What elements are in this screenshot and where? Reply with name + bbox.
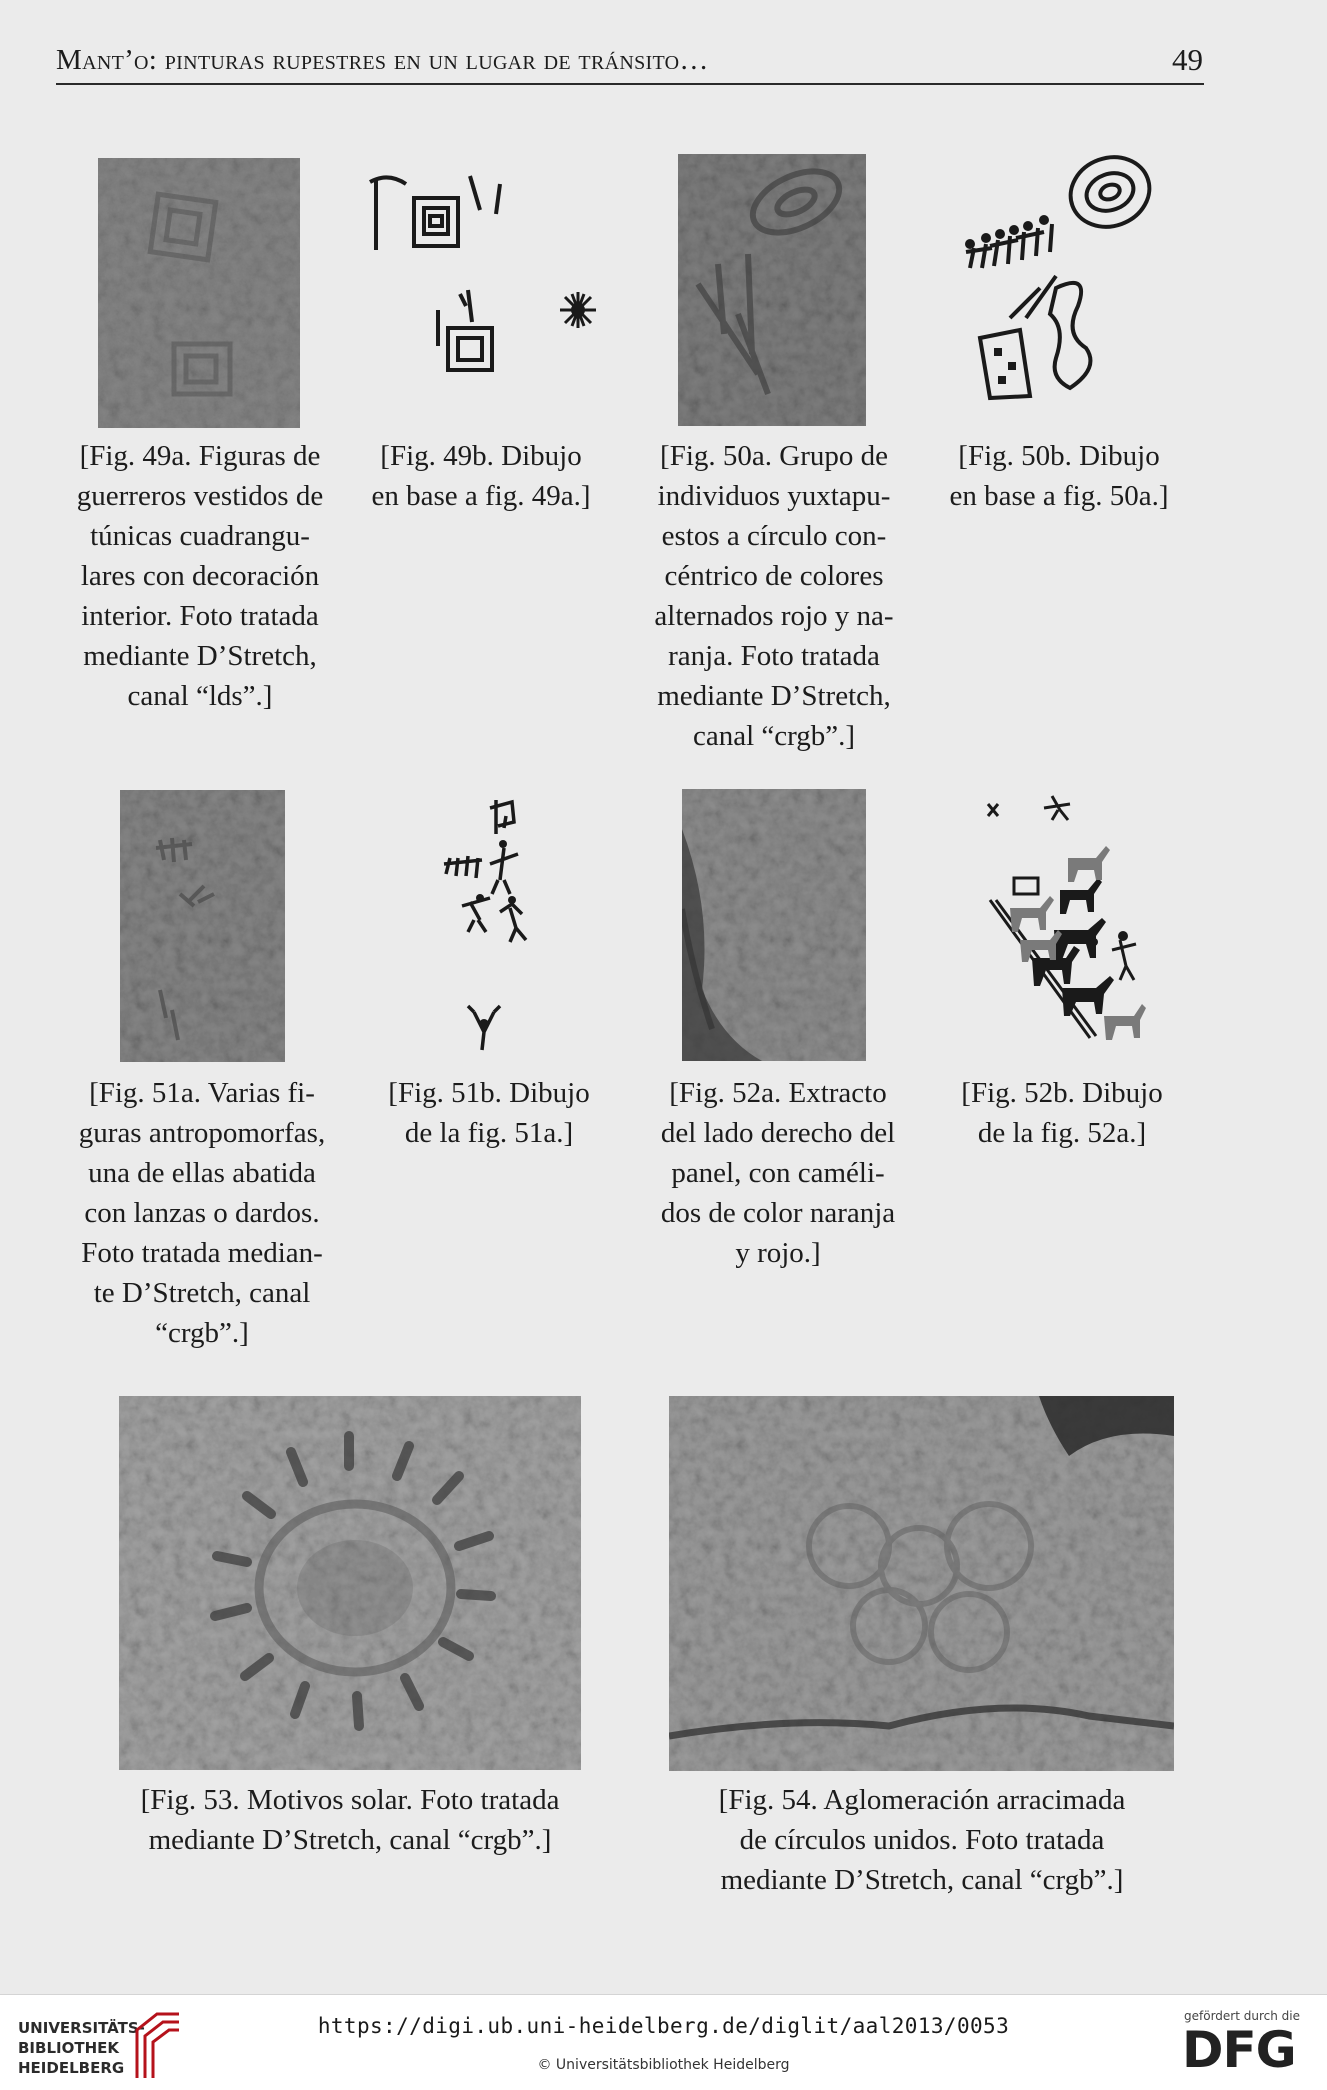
fig-51b-drawing (440, 794, 550, 1056)
fig-52b-drawing (970, 790, 1156, 1050)
copyright-notice: © Universitätsbibliothek Heidelberg (537, 2057, 790, 2073)
fig-49b-caption: [Fig. 49b. Dibujo en base a fig. 49a.] (371, 440, 591, 512)
funding-label: gefördert durch die (1184, 2009, 1300, 2023)
header-rule (56, 83, 1204, 85)
fig-49a-caption: [Fig. 49a. Figuras de guerreros vestidos de túnicas cuadrangu- lares con decoración interior. Foto tratada mediante D’Stretch, canal “lds”.] (76, 440, 324, 712)
fig-51a-caption: [Fig. 51a. Varias fi- guras antropomorfas, una de ellas abatida con lanzas o dardos. Foto tratada median- te D’Stretch, canal “crgb”.] (78, 1077, 326, 1349)
fig-50b-caption: [Fig. 50b. Dibujo en base a fig. 50a.] (949, 440, 1169, 512)
fig-50b-drawing (960, 148, 1156, 412)
fig-50a-caption: [Fig. 50a. Grupo de individuos yuxtapu- estos a círculo con- céntrico de colores alternados rojo y na- ranja. Foto tratada mediante D’Stretch, canal “crgb”.] (654, 440, 894, 752)
fig-53-caption: [Fig. 53. Motivos solar. Foto tratada mediante D’Stretch, canal “crgb”.] (140, 1784, 560, 1856)
fig-52a-caption: [Fig. 52a. Extracto del lado derecho del panel, con caméli- dos de color naranja y rojo.] (660, 1077, 896, 1269)
fig-54-caption: [Fig. 54. Aglomeración arracimada de círculos unidos. Foto tratada mediante D’Stretch, canal “crgb”.] (718, 1784, 1126, 1896)
dfg-logo: DFG (1182, 2021, 1296, 2079)
fig-49b-drawing (368, 170, 600, 406)
fig-52b-caption: [Fig. 52b. Dibujo de la fig. 52a.] (961, 1077, 1163, 1149)
fig-52a-photo (682, 789, 866, 1061)
running-header: Mant’o: pinturas rupestres en un lugar de tránsito… (56, 44, 709, 76)
permalink-url[interactable]: https://digi.ub.uni-heidelberg.de/diglit/aal2013/0053 (317, 2014, 1010, 2038)
footer-bar (0, 1994, 1327, 2090)
fig-51b-caption: [Fig. 51b. Dibujo de la fig. 51a.] (388, 1077, 590, 1149)
library-name: UNIVERSITÄTS- BIBLIOTHEK HEIDELBERG (18, 2019, 145, 2077)
fig-49a-photo (98, 158, 300, 428)
fig-50a-photo (678, 154, 866, 426)
fig-53-photo (119, 1396, 581, 1770)
fig-51a-photo (120, 790, 285, 1062)
page-number: 49 (1172, 42, 1203, 77)
fig-54-photo (669, 1396, 1174, 1771)
